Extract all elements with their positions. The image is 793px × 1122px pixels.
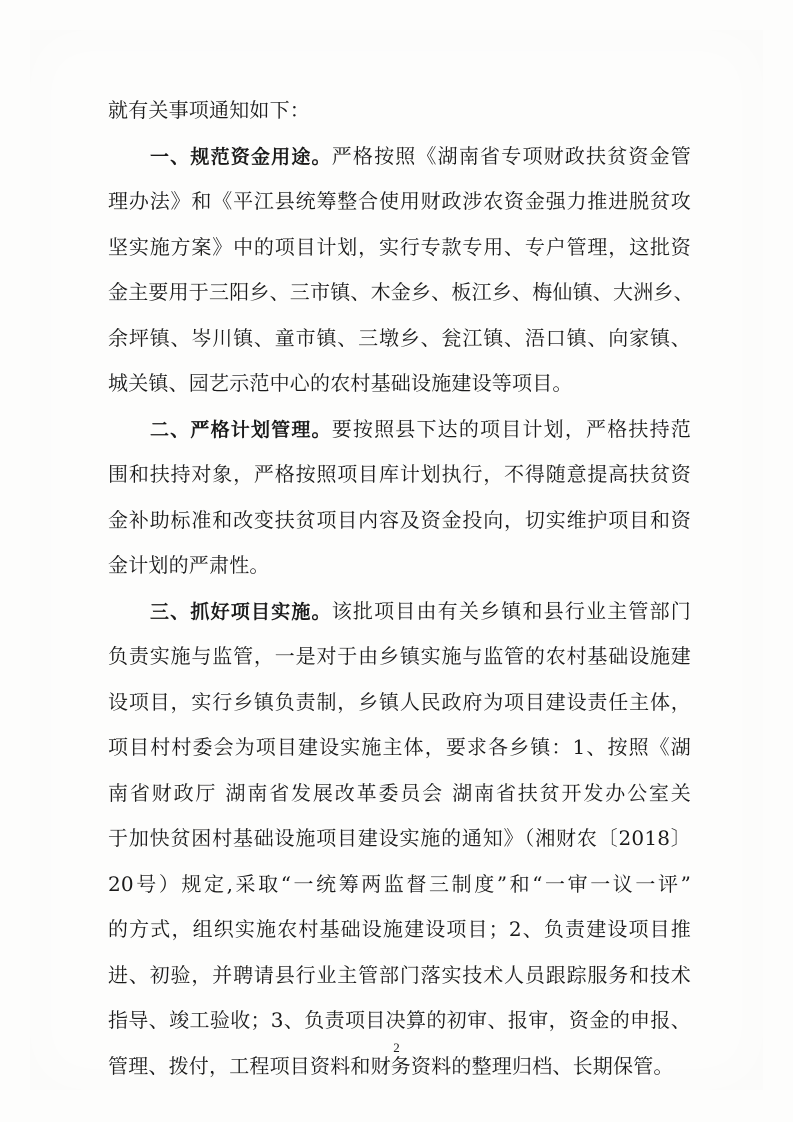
section2-line-3: 金计划的严肃性。 (108, 553, 270, 577)
section3-line-6: 20号）规定,采取“一统筹两监督三制度”和“一审一议一评” (108, 871, 691, 896)
section1-first-line (108, 134, 691, 180)
section1-heading: 一、规范资金用途。 (149, 145, 332, 168)
section3-first-line (108, 589, 691, 635)
section3-line-10: 管理、拨付，工程项目资料和财务资料的整理归档、长期保管。 (108, 1053, 674, 1078)
section3-line-1: 负责实施与监管，一是对于由乡镇实施与监管的农村基础设施建 (108, 644, 691, 668)
section1-line-0: 严格按照《湖南省专项财政扶贫资金管 (331, 143, 691, 168)
section2-line-2: 金补助标准和改变扶贫项目内容及资金投向，切实维护项目和资 (108, 507, 691, 532)
section1-line-3: 金主要用于三阳乡、三市镇、木金乡、板江乡、梅仙镇、大洲乡、 (108, 280, 694, 304)
section1-line-1: 理办法》和《平江县统筹整合使用财政涉农资金强力推进脱贫攻 (108, 189, 691, 213)
section3-line-3: 项目村村委会为项目建设实施主体，要求各乡镇：1、按照《湖 (108, 735, 691, 759)
section1-line-2: 坚实施方案》中的项目计划，实行专款专用、专户管理，这批资 (108, 234, 691, 259)
section3-line-8: 进、初验，并聘请县行业主管部门落实技术人员跟踪服务和技术 (108, 962, 691, 987)
section3-line-0: 该批项目由有关乡镇和县行业主管部门 (331, 598, 691, 623)
section2-line-0: 要按照县下达的项目计划，严格扶持范 (331, 416, 691, 441)
section3-line-2: 设项目，实行乡镇负责制，乡镇人民政府为项目建设责任主体， (108, 689, 691, 714)
section3-line-9: 指导、竣工验收；3、负责项目决算的初审、报审，资金的申报、 (108, 1008, 691, 1032)
section2-first-line (108, 407, 691, 453)
section1-line-5: 城关镇、园艺示范中心的农村基础设施建设等项目。 (108, 371, 573, 395)
section2-heading: 二、严格计划管理。 (149, 418, 332, 441)
section3-heading: 三、抓好项目实施。 (149, 600, 332, 623)
section3-line-5: 于加快贫困村基础设施项目建设实施的通知》（湘财农〔2018〕 (108, 826, 691, 850)
opening-line: 就有关事项通知如下： (108, 98, 310, 122)
section3-line-4: 南省财政厅 湖南省发展改革委员会 湖南省扶贫开发办公室关 (108, 780, 691, 805)
section3-line-7: 的方式，组织实施农村基础设施建设项目；2、负责建设项目推 (108, 917, 691, 941)
body-text (108, 88, 694, 1089)
section2-line-1: 围和扶持对象，严格按照项目库计划执行，不得随意提高扶贫资 (108, 462, 691, 486)
section1-line-4: 余坪镇、岑川镇、童市镇、三墩乡、瓮江镇、浯口镇、向家镇、 (108, 325, 691, 350)
page-number: 2 (393, 1040, 400, 1055)
